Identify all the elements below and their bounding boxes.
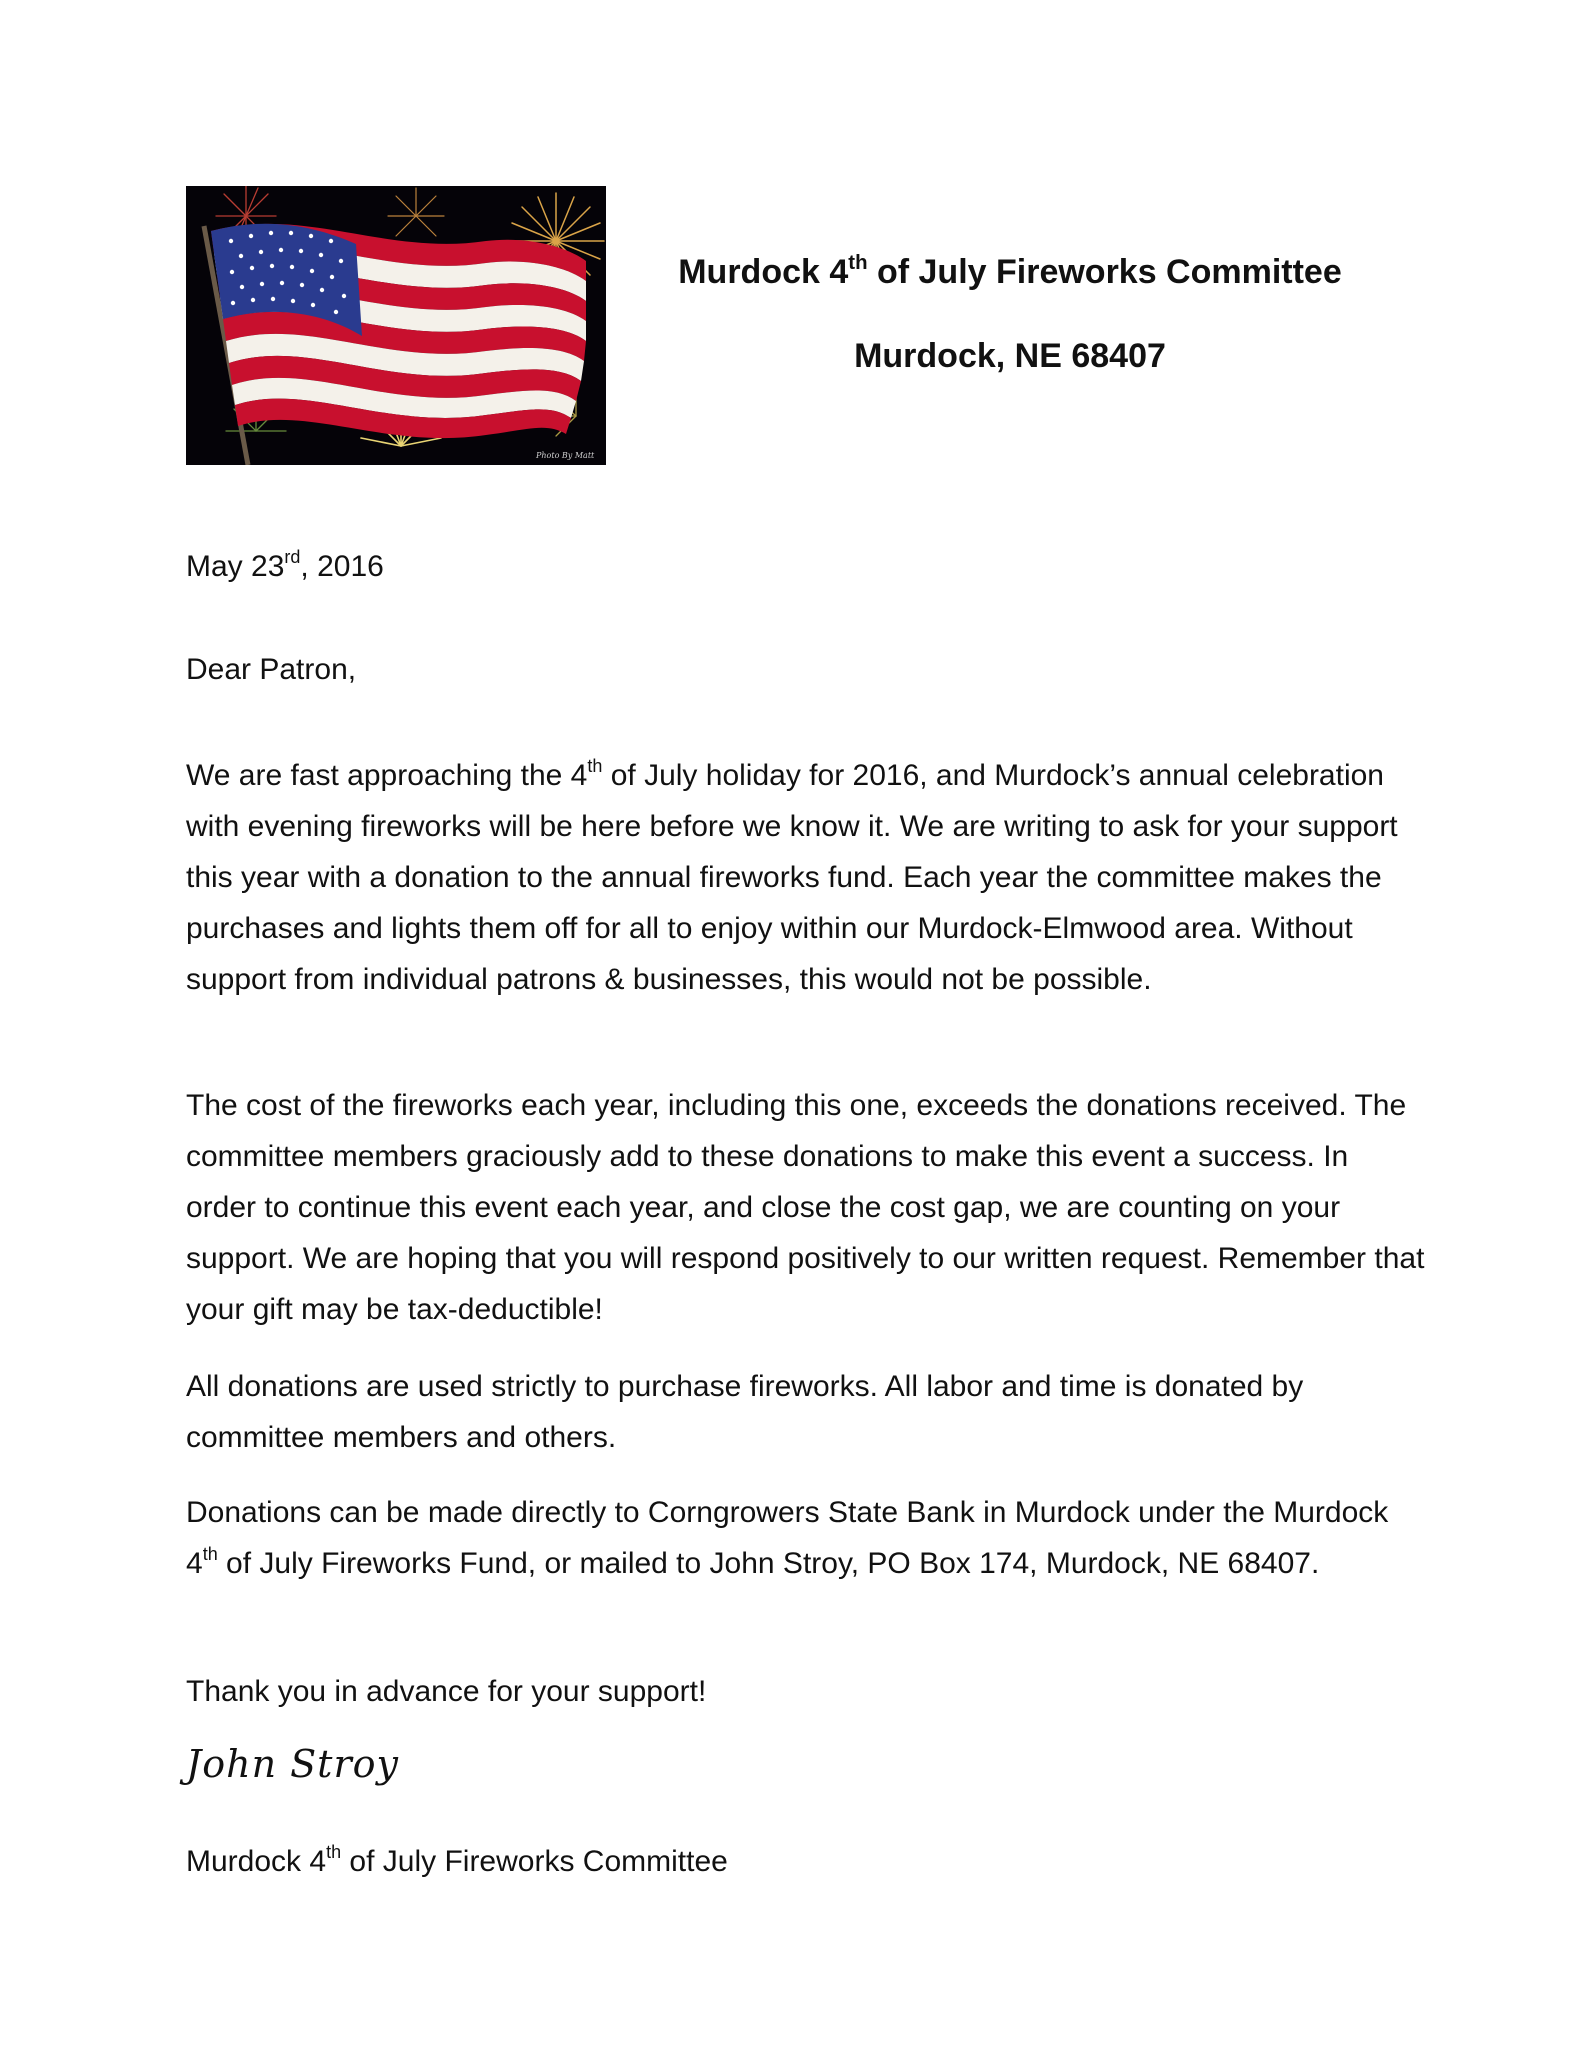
org-address: Murdock, NE 68407	[854, 337, 1166, 375]
paragraph-donation-use: All donations are used strictly to purchase fireworks. All labor and time is donated by committee members and others.	[186, 1370, 1304, 1454]
org-title: Murdock 4th of July Fireworks Committee	[678, 251, 1342, 291]
salutation: Dear Patron,	[186, 653, 357, 686]
letter-date: May 23rd, 2016	[186, 547, 384, 583]
flag-fireworks-image	[186, 186, 606, 465]
paragraph-cost: The cost of the fireworks each year, including this one, exceeds the donations received. The committee members graciously add to these donations to make this event a success. In order to continue this event each year, and close the cost gap, we are counting on your support. We are hoping that you will respond positively to our written request. Remember that your gift may be tax-deductible!	[186, 1089, 1425, 1326]
paragraph-intro: We are fast approaching the 4th of July holiday for 2016, and Murdock’s annual celebration with evening fireworks will be here before we know it. We are writing to ask for your support this year with a donation to the annual fireworks fund. Each year the committee makes the purchases and lights them off for all to enjoy within our Murdock-Elmwood area. Without support from individual patrons & businesses, this would not be possible.	[186, 756, 1398, 996]
paragraph-thanks: Thank you in advance for your support!	[186, 1675, 707, 1708]
signature: John Stroy	[186, 1742, 399, 1786]
image-watermark: Photo By Matt	[536, 451, 595, 460]
paragraph-how-to-donate: Donations can be made directly to Corngrowers State Bank in Murdock under the Murdock 4th of July Fireworks Fund, or mailed to John Stroy, PO Box 174, Murdock, NE 68407.	[186, 1496, 1389, 1580]
signoff: Murdock 4th of July Fireworks Committee	[186, 1842, 728, 1878]
